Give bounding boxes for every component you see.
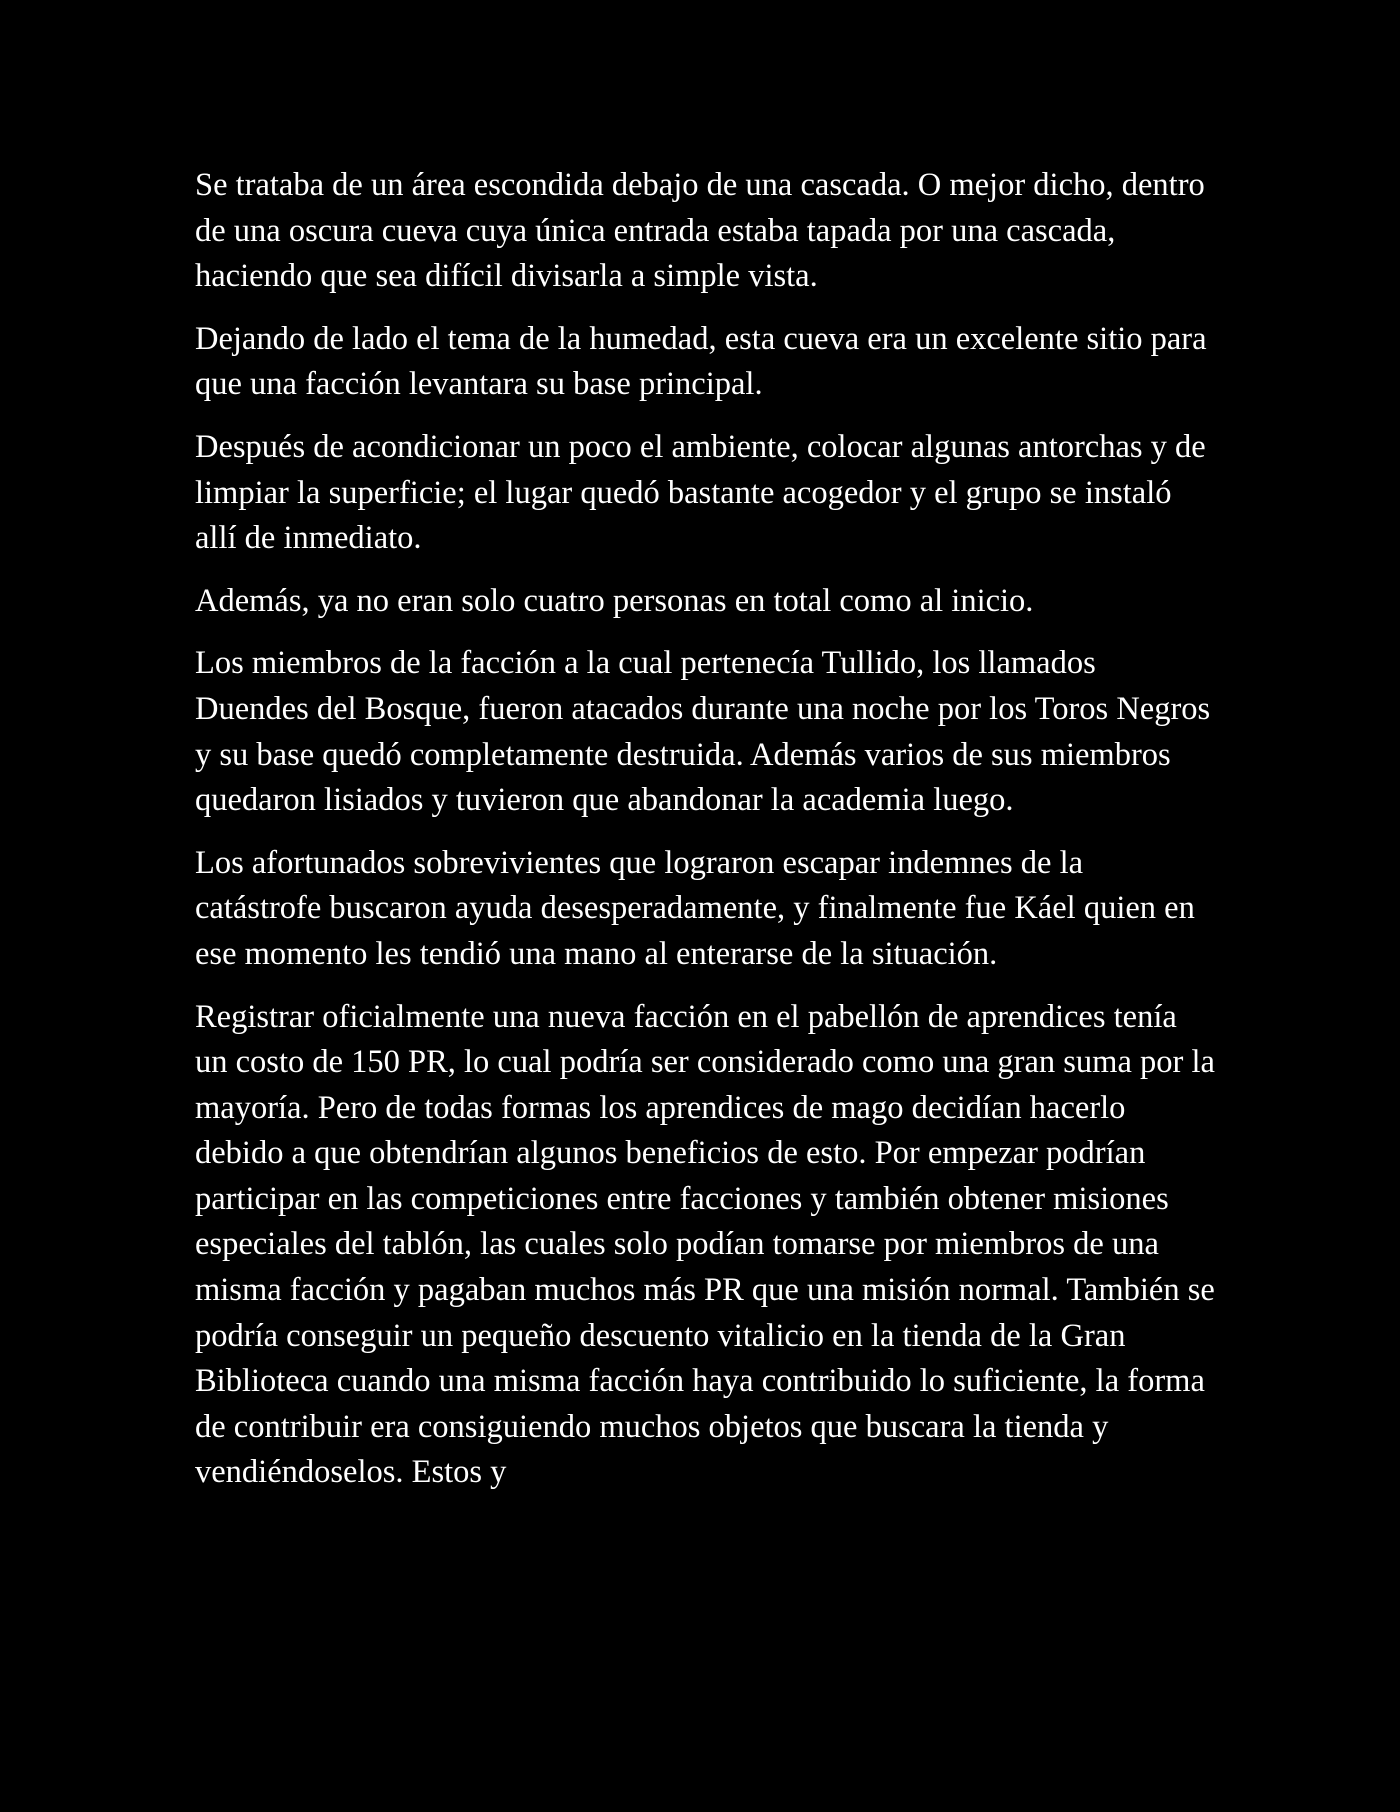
paragraph: Los afortunados sobrevivientes que lograron escapar indemnes de la catástrofe buscaron ayuda desesperadamente, y finalmente fue Káel quien en ese momento les tendió una mano al enterarse de la situación. xyxy=(195,844,1195,972)
paragraph: Registrar oficialmente una nueva facción en el pabellón de aprendices tenía un costo de 150 PR, lo cual podría ser considerado como una gran suma por la mayoría. Pero de todas formas los aprendices de mago decidían hacerlo debido a que obtendrían algunos beneficios de esto. Por empezar podrían participar en las competiciones entre facciones y también obtener misiones especiales del tablón, las cuales solo podían tomarse por miembros de una misma facción y pagaban muchos más PR que una misión normal. También se podría conseguir un pequeño descuento vitalicio en la tienda de la Gran Biblioteca cuando una misma facción haya contribuido lo suficiente, la forma de contribuir era consiguiendo muchos objetos que buscara la tienda y vendiéndoselos. Estos y xyxy=(195,998,1215,1491)
paragraph: Dejando de lado el tema de la humedad, esta cueva era un excelente sitio para que una facción levantara su base principal. xyxy=(195,320,1207,403)
paragraph: Después de acondicionar un poco el ambiente, colocar algunas antorchas y de limpiar la superficie; el lugar quedó bastante acogedor y el grupo se instaló allí de inmediato. xyxy=(195,428,1206,557)
paragraph: Los miembros de la facción a la cual pertenecía Tullido, los llamados Duendes del Bosque, fueron atacados durante una noche por los Toros Negros y su base quedó completamente destruida. Además varios de sus miembros quedaron lisiados y tuvieron que abandonar la academia luego. xyxy=(195,645,1211,819)
text-body xyxy=(195,163,1215,1513)
paragraph: Se trataba de un área escondida debajo de una cascada. O mejor dicho, dentro de una oscura cueva cuya única entrada estaba tapada por una cascada, haciendo que sea difícil divisarla a simple vista. xyxy=(195,167,1205,295)
paragraph: Además, ya no eran solo cuatro personas en total como al inicio. xyxy=(195,582,1034,619)
